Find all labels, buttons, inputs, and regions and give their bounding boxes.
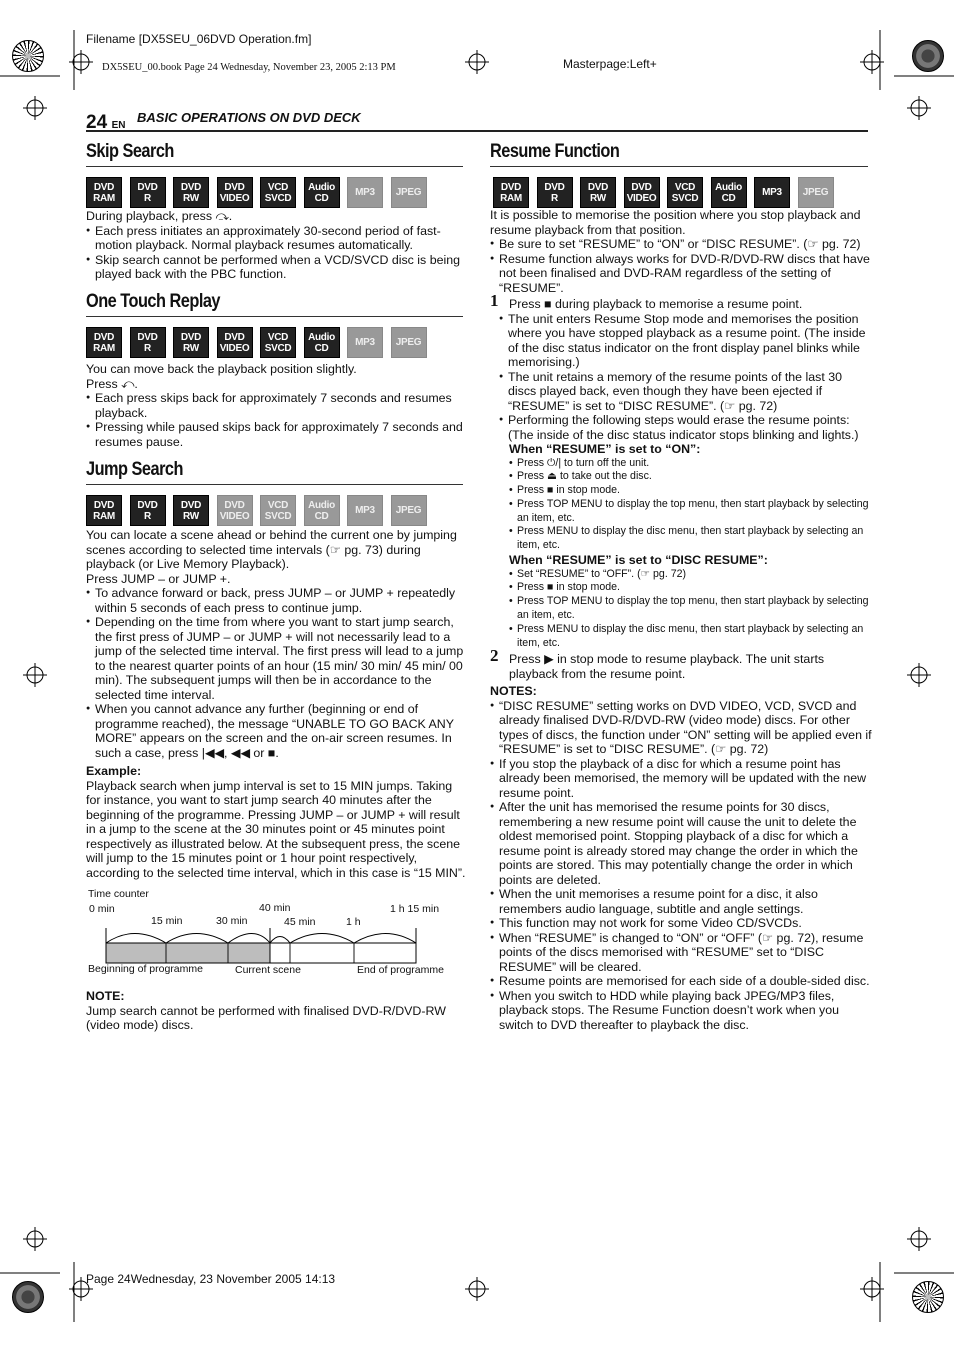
- note-8: ● When you switch to HDD while playing back JPEG/MP3 files, playback stops. The Resume Function doesn’t work when you switch to DVD thereafter to playback the disc.: [490, 989, 872, 1033]
- note-6: ● When “RESUME” is changed to “ON” or “OFF” (☞ pg. 72), resume points of the discs memorised with “RESUME” set to “DISC RESUME” will be cleared.: [490, 931, 872, 975]
- jpeg-icon: JPEG: [798, 177, 834, 208]
- step-1-number: 1: [490, 291, 499, 310]
- note-1: ● “DISC RESUME” setting works on DVD VIDEO, VCD, SVCD and already finalised DVD-R/DVD-RW (video mode) discs. For other types of discs, the function under “ON” setting will be applied even if “RESUME” is set to “DISC RESUME”. (☞ pg. 72): [490, 699, 872, 757]
- beginning-label: Beginning of programme: [88, 963, 203, 975]
- dvd-video-icon: DVD VIDEO: [624, 177, 660, 208]
- disc-item-4: • Press MENU to display the disc menu, then start playback by selecting an item, etc.: [509, 623, 872, 651]
- disc-item-3: • Press TOP MENU to display the top menu, then start playback by selecting an item, etc.: [509, 595, 872, 623]
- replay-line-2: Press: [86, 376, 118, 391]
- dvd-ram-icon: DVD RAM: [86, 327, 122, 358]
- jump-bullet-3: ● When you cannot advance any further (beginning or end of programme reached), the message “UNABLE TO GO BACK ANY MORE” appears on the screen and the on-air screen resumes. In such a case, press |◀◀, ◀◀ or ■.: [86, 702, 466, 760]
- end-label: End of programme: [357, 964, 444, 976]
- dvd-r-icon: DVD R: [130, 495, 166, 526]
- audio-cd-icon: Audio CD: [304, 327, 340, 358]
- mp3-icon: MP3: [754, 177, 790, 208]
- replay-rule: [86, 316, 463, 317]
- skip-button-icon: ⤼.: [215, 209, 233, 223]
- jump-rule: [86, 484, 463, 485]
- vcd-svcd-icon: VCD SVCD: [667, 177, 703, 208]
- dvd-rw-icon: DVD RW: [580, 177, 616, 208]
- dvd-video-icon: DVD VIDEO: [217, 177, 253, 208]
- vcd-svcd-icon: VCD SVCD: [260, 177, 296, 208]
- dvd-video-icon: DVD VIDEO: [217, 327, 253, 358]
- tick-30-min: 30 min: [216, 915, 248, 927]
- example-text: Playback search when jump interval is set to 15 MIN jumps. Taking for instance, you want to start jump search 40 minutes after the beginning of the programme. Pressing JUMP – or JUMP + will result in a jump to the scene at the 30 minutes point or 45 minutes point respectively as illustrated below. At the subsequent press, the scene will jump to the 15 minutes point or 1 hour point respectively, according to the selected time interval, which in this case is “15 MIN”.: [86, 778, 466, 880]
- page-number: 24: [86, 112, 108, 133]
- step-1-bullet-3: ● Performing the following steps would erase the resume points: (The inside of the disc status indicator stops blinking and lights.): [499, 413, 872, 442]
- filename-line: Filename [DX5SEU_06DVD Operation.fm]: [86, 32, 312, 46]
- dvd-ram-icon: DVD RAM: [493, 177, 529, 208]
- tick-1h15-min: 1 h 15 min: [390, 903, 440, 915]
- registration-disk-top-right: [912, 40, 944, 72]
- jump-search-title: Jump Search: [86, 459, 183, 480]
- on-item-1: • Press ⏻/| to turn off the unit.: [509, 457, 872, 471]
- step-1-text: Press ■ during playback to memorise a resume point.: [509, 297, 803, 311]
- note-7: ● Resume points are memorised for each side of a double-sided disc.: [490, 974, 872, 989]
- book-info-line: DX5SEU_00.book Page 24 Wednesday, November 23, 2005 2:13 PM: [102, 62, 396, 73]
- chapter-title: BASIC OPERATIONS ON DVD DECK: [137, 110, 361, 125]
- jump-note: [86, 989, 466, 1033]
- step-2-number: 2: [490, 646, 499, 666]
- skip-lead: During playback, press: [86, 209, 213, 223]
- step-1-bullet-2: ● The unit retains a memory of the resume points of the last 30 discs played back, even though they have been ejected if “RESUME” is set to “DISC RESUME”. (☞ pg. 72): [499, 370, 872, 414]
- dvd-rw-icon: DVD RW: [173, 177, 209, 208]
- on-item-5: • Press MENU to display the disc menu, then start playback by selecting an item, etc.: [509, 525, 872, 553]
- current-scene-label: Current scene: [235, 964, 301, 976]
- resume-function-title: Resume Function: [490, 141, 620, 162]
- jump-timeline-diagram: [86, 888, 466, 983]
- example-title: Example:: [86, 764, 142, 778]
- tick-45-min: 45 min: [284, 916, 316, 928]
- skip-bullet-2: ● Skip search cannot be performed when a VCD/SVCD disc is being played back with the PBC function.: [86, 253, 466, 282]
- dvd-r-icon: DVD R: [537, 177, 573, 208]
- resume-bullet-1: ● Be sure to set “RESUME” to “ON” or “DISC RESUME”. (☞ pg. 72): [490, 237, 872, 252]
- jump-para-1: You can locate a scene ahead or behind the current one by jumping scenes according to selected time intervals (☞ pg. 73) during playback (or Live Memory Playback).: [86, 528, 457, 571]
- on-heading: When “RESUME” is set to “ON”:: [509, 442, 701, 456]
- resume-body: [490, 208, 872, 1032]
- skip-search-title: Skip Search: [86, 141, 174, 162]
- dvd-rw-icon: DVD RW: [173, 495, 209, 526]
- disc-resume-heading: When “RESUME” is set to “DISC RESUME”:: [509, 553, 768, 568]
- skip-search-body: [86, 209, 466, 282]
- replay-line-1: You can move back the playback position slightly.: [86, 362, 357, 376]
- dvd-r-icon: DVD R: [130, 177, 166, 208]
- disc-item-2: • Press ■ in stop mode.: [509, 581, 872, 595]
- mp3-icon: MP3: [347, 177, 383, 208]
- step-2-text: Press ▶ in stop mode to resume playback. The unit starts playback from the resume point.: [509, 652, 825, 681]
- jump-disc-icons: [86, 495, 434, 526]
- jump-note-text: Jump search cannot be performed with finalised DVD-R/DVD-RW (video mode) discs.: [86, 1003, 446, 1032]
- dvd-ram-icon: DVD RAM: [86, 495, 122, 526]
- dvd-video-icon: DVD VIDEO: [217, 495, 253, 526]
- jump-note-title: NOTE:: [86, 989, 125, 1003]
- page-language: EN: [111, 120, 126, 131]
- jump-para-2: Press JUMP – or JUMP +.: [86, 571, 231, 586]
- vcd-svcd-icon: VCD SVCD: [260, 495, 296, 526]
- dvd-r-icon: DVD R: [130, 327, 166, 358]
- resume-bullet-2: ● Resume function always works for DVD-R/DVD-RW discs that have not been finalised and DVD-RAM regardless of the setting of “RESUME”.: [490, 252, 872, 296]
- disc-item-1: • Set “RESUME” to “OFF”. (☞ pg. 72): [509, 568, 872, 582]
- jpeg-icon: JPEG: [391, 327, 427, 358]
- skip-search-rule: [86, 166, 463, 167]
- resume-intro: It is possible to memorise the position where you stop playback and resume playback from that position.: [490, 208, 861, 237]
- audio-cd-icon: Audio CD: [304, 495, 340, 526]
- time-counter-label: Time counter: [88, 888, 149, 900]
- jump-bullet-2: ● Depending on the time from where you want to start jump search, the first press of JUMP – or JUMP + will not necessarily lead to a jump of the selected time interval. The first press will lead to a jump to the nearest quarter points of an hour (15 min/ 30 min/ 45 min/ 00 min). The subsequent jumps will then be in accordance to the selected time interval.: [86, 615, 466, 702]
- skip-disc-icons: [86, 177, 434, 208]
- step-1: [490, 291, 872, 312]
- on-item-3: • Press ■ in stop mode.: [509, 484, 872, 498]
- note-4: ● When the unit memorises a resume point for a disc, it also remembers audio language, subtitle and angle settings.: [490, 887, 872, 916]
- mp3-icon: MP3: [347, 495, 383, 526]
- resume-disc-icons: [493, 177, 841, 208]
- replay-button-icon: ⤺.: [121, 376, 138, 391]
- replay-body: [86, 362, 466, 449]
- vcd-svcd-icon: VCD SVCD: [260, 327, 296, 358]
- header-rule: [86, 130, 868, 132]
- replay-disc-icons: [86, 327, 434, 358]
- replay-bullet-1: ● Each press skips back for approximately 7 seconds and resumes playback.: [86, 391, 466, 420]
- tick-0-min: 0 min: [89, 903, 115, 915]
- replay-bullet-2: ● Pressing while paused skips back for approximately 7 seconds and resumes pause.: [86, 420, 466, 449]
- audio-cd-icon: Audio CD: [304, 177, 340, 208]
- timeline-graphic: [104, 916, 444, 966]
- masterpage-label: Masterpage:Left+: [563, 57, 657, 71]
- note-5: ● This function may not work for some Video CD/SVCDs.: [490, 916, 872, 931]
- jump-bullet-1: ● To advance forward or back, press JUMP – or JUMP + repeatedly within 5 seconds of each press to continue jump.: [86, 586, 466, 615]
- audio-cd-icon: Audio CD: [711, 177, 747, 208]
- note-3: ● After the unit has memorised the resume points for 30 discs, remembering a new resume point will cause the unit to delete the oldest memorised point. Stopping playback of a disc for which a resume point is already stored may change the order in which the points are stored. This may potentially change the order in which points are deleted.: [490, 800, 872, 887]
- jpeg-icon: JPEG: [391, 177, 427, 208]
- note-2: ● If you stop the playback of a disc for which a resume point has already been memorised, the memory will be updated with the new resume point.: [490, 757, 872, 801]
- jpeg-icon: JPEG: [391, 495, 427, 526]
- mp3-icon: MP3: [347, 327, 383, 358]
- registration-wheel-bottom-right: [912, 1281, 944, 1313]
- step-1-bullet-1: ● The unit enters Resume Stop mode and memorises the position where you have stopped playback as a resume point. (The inside of the disc status indicator on the front display panel blinks while memorising.): [499, 312, 872, 370]
- dvd-ram-icon: DVD RAM: [86, 177, 122, 208]
- jump-body: [86, 528, 466, 880]
- tick-15-min: 15 min: [151, 915, 183, 927]
- dvd-rw-icon: DVD RW: [173, 327, 209, 358]
- on-item-2: • Press ⏏ to take out the disc.: [509, 470, 872, 484]
- on-item-4: • Press TOP MENU to display the top menu, then start playback by selecting an item, etc.: [509, 498, 872, 526]
- registration-wheel-top-left: [12, 40, 44, 72]
- tick-40-min: 40 min: [259, 902, 291, 914]
- step-2: [490, 646, 872, 681]
- registration-disk-bottom-left: [12, 1281, 44, 1313]
- resume-rule: [490, 166, 868, 167]
- footer-date-line: Page 24Wednesday, 23 November 2005 14:13: [86, 1272, 336, 1286]
- one-touch-replay-title: One Touch Replay: [86, 291, 220, 312]
- tick-1-h: 1 h: [346, 916, 361, 928]
- notes-title: NOTES:: [490, 684, 537, 699]
- skip-bullet-1: ● Each press initiates an approximately 30-second period of fast-motion playback. Normal playback resumes automatically.: [86, 224, 466, 253]
